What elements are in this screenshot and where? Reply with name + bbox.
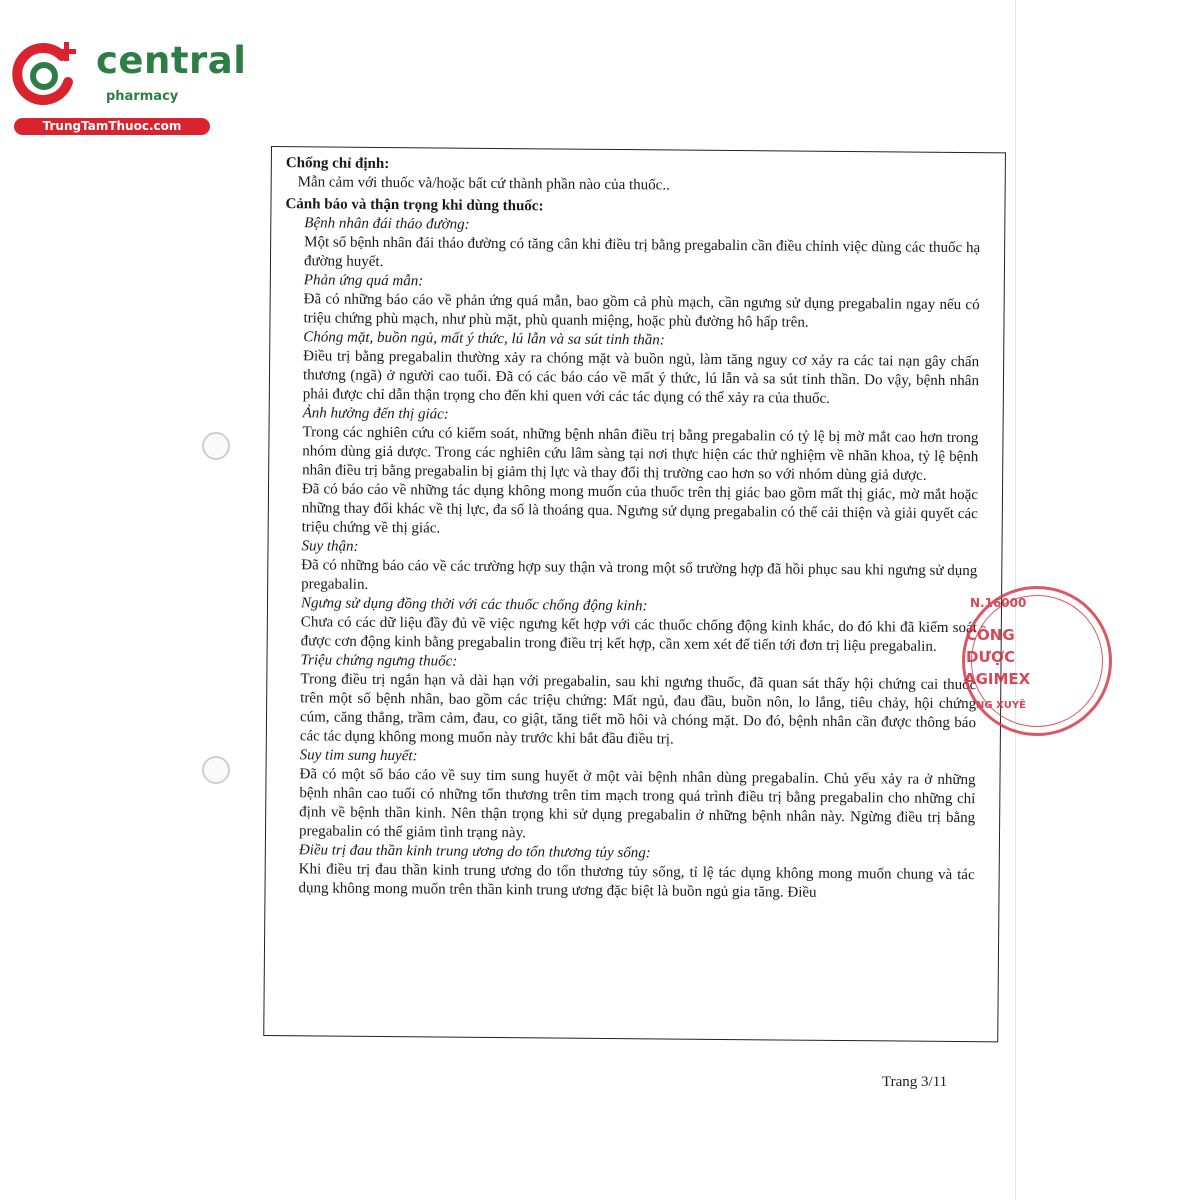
stamp-line-3: AGIMEX	[964, 670, 1031, 688]
subsection-heading: Điều trị đau thần kinh trung ương do tổn thương tủy sống:	[298, 842, 651, 862]
subsection-heading: Ngưng sử dụng đồng thời với các thuốc chống động kinh:	[300, 595, 648, 615]
pharmacy-logo[interactable]	[10, 38, 247, 138]
subsection-heading: Ảnh hưởng đến thị giác:	[302, 405, 449, 423]
page-number: Trang 3/11	[882, 1074, 948, 1090]
logo-website-url[interactable]: TrungTamThuoc.com	[14, 118, 210, 135]
company-stamp	[962, 586, 1048, 736]
punch-hole-bottom	[202, 756, 230, 784]
section-heading: Cảnh báo và thận trọng khi dùng thuốc:	[285, 196, 544, 215]
stamp-line-1: CÔNG	[966, 626, 1015, 644]
section-paragraph: Mẫn cảm với thuốc và/hoặc bất cứ thành phần nào của thuốc..	[297, 174, 670, 194]
subsection-heading: Suy tim sung huyết:	[299, 747, 418, 765]
stamp-code: N.16000	[970, 596, 1027, 610]
section-paragraph: Khi điều trị đau thần kinh trung ương do tổn thương tủy sống, tỉ lệ tác dụng không mong muốn chung và tác dụng không mong muốn trên thần kinh trung ương đặc biệt là buồn ngủ gia tăng. Điều	[298, 861, 975, 901]
section-paragraph: Điều trị bằng pregabalin thường xảy ra chóng mặt và buồn ngủ, làm tăng nguy cơ xảy ra các tai nạn gây chấn thương (ngã) ở người cao tuổi. Đã có các báo cáo về mất ý thức, lú lẫn và sa sút tinh thần. Do vậy, bệnh nhân phải được chỉ dẫn thận trọng cho đến khi quen với các tác dụng có thể xảy ra của thuốc.	[302, 348, 980, 407]
section-paragraph: Trong điều trị ngắn hạn và dài hạn với pregabalin, sau khi ngưng thuốc, đã quan sát thấy hội chứng cai thuốc trên một số bệnh nhân, bao gồm các triệu chứng: Mất ngủ, đau đầu, buồn nôn, lo lắng, tiêu chảy, hội chứng cúm, căng thẳng, trầm cảm, đau, co giật, tăng tiết mồ hôi và chóng mặt. Do đó, bệnh nhân cần được thông báo các tác dụng không mong muốn này trước khi bắt đầu điều trị.	[299, 671, 977, 748]
section-paragraph: Trong các nghiên cứu có kiểm soát, những bệnh nhân điều trị bằng pregabalin có tỷ lệ bị mờ mắt cao hơn trong nhóm dùng giả dược. Trong các nghiên cứu lâm sàng tại nơi thực hiện các thử nghiệm về nhãn khoa, tỷ lệ bệnh nhân điều trị bằng pregabalin bị giảm thị lực và thay đổi thị trường cao hơn so với nhóm dùng giả dược.	[302, 424, 979, 484]
punch-hole-top	[202, 432, 230, 460]
logo-brand-name: central	[96, 39, 247, 82]
subsection-heading: Bệnh nhân đái tháo đường:	[304, 215, 470, 233]
subsection-heading: Suy thận:	[301, 538, 359, 555]
stamp-line-2: DƯỢC	[966, 648, 1016, 666]
stamp-line-4: NG XUYÊ	[976, 700, 1026, 711]
subsection-heading: Phản ứng quá mẫn:	[303, 272, 424, 290]
section-paragraph: Đã có những báo cáo về phản ứng quá mẫn, bao gồm cả phù mạch, cần ngưng sử dụng pregabalin ngay nếu có triệu chứng phù mạch, như phù mặt, phù quanh miệng, hoặc phù đường hô hấp trên.	[303, 291, 980, 331]
section-paragraph: Đã có những báo cáo về các trường hợp suy thận và trong một số trường hợp đã hồi phục sau khi ngưng sử dụng pregabalin.	[301, 557, 978, 593]
section-paragraph: Chưa có các dữ liệu đầy đủ về việc ngưng kết hợp với các thuốc chống động kinh khác, do đó khi đã kiểm soát được cơn động kinh bằng pregabalin trong điều trị kết hợp, cần xem xét để tiến tới đơn trị liệu pregabalin.	[300, 614, 977, 655]
subsection-heading: Chóng mặt, buồn ngủ, mất ý thức, lú lẫn và sa sút tinh thần:	[303, 329, 665, 349]
logo-brand-subtitle: pharmacy	[106, 89, 179, 104]
section-paragraph: Đã có báo cáo về những tác dụng không mong muốn của thuốc trên thị giác bao gồm mất thị giác, mờ mắt hoặc những thay đổi khác về thị lực, đa số là thoáng qua. Ngưng sử dụng pregabalin có thể cải thiện và giải quyết các triệu chứng về thị giác.	[301, 481, 979, 537]
section-heading: Chống chỉ định:	[285, 155, 390, 173]
section-paragraph: Đã có một số báo cáo về suy tim sung huyết ở một vài bệnh nhân dùng pregabalin. Chủ yếu xảy ra ở những bệnh nhân cao tuổi có những tổn thương trên tim mạch trong quá trình điều trị bằng pregabalin cho những chỉ định về bệnh thần kinh. Nên thận trọng khi sử dụng pregabalin ở những bệnh nhân này. Ngừng điều trị bằng pregabalin có thể giảm tình trạng này.	[298, 766, 976, 842]
subsection-heading: Triệu chứng ngưng thuốc:	[300, 652, 458, 670]
document-frame	[263, 146, 1006, 1042]
central-pharmacy-logo-icon	[10, 38, 80, 108]
section-paragraph: Một số bệnh nhân đái tháo đường có tăng cân khi điều trị bằng pregabalin cần điều chỉnh việc dùng các thuốc hạ đường huyết.	[303, 234, 981, 270]
